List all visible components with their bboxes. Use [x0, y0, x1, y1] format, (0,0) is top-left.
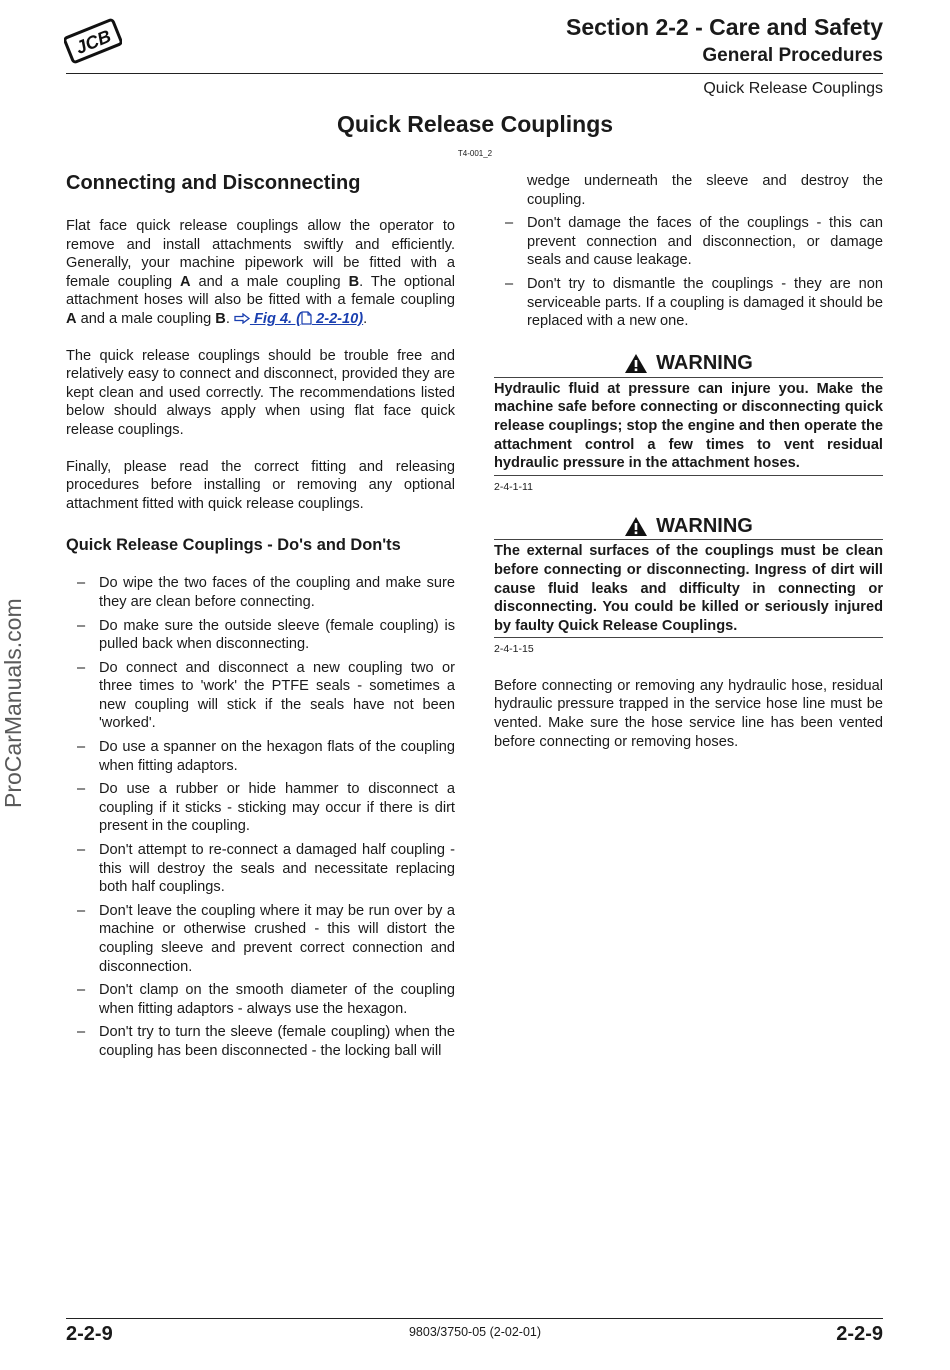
reference-code: T4-001_2	[457, 149, 493, 158]
document-reference: 9803/3750-05 (2-02-01)	[408, 1325, 542, 1339]
footer-rule	[66, 1318, 883, 1319]
coupling-label: A	[66, 310, 77, 327]
paragraph: Finally, please read the correct fitting and releasing procedures before installing or removing any optional attachment fitted with quick release couplings.	[66, 458, 455, 512]
text: and a male coupling	[76, 310, 216, 327]
list-item: – Don't damage the faces of the couplings - this can prevent connection and disconnection, or damage seals and cause leakage.	[494, 214, 883, 270]
list-item: – Don't try to dismantle the couplings - they are non serviceable parts. If a coupling is damaged it should be replaced with a new one.	[494, 275, 883, 331]
topic-title: Quick Release Couplings	[703, 80, 883, 97]
text: Flat face quick release couplings allow the operator to remove and install attachments swiftly and efficiently. Generally, your machine pipework will be fitted with a female coupling	[66, 218, 455, 290]
warning-icon	[624, 353, 648, 374]
page-number-right: 2-2-9	[836, 1323, 883, 1345]
closing-paragraph: Before connecting or removing any hydraulic hose, residual hydraulic pressure trapped in the service hose line must be vented. Make sure the hose service line has been vented before connecting or removing hoses.	[494, 677, 883, 750]
list-item: – Do make sure the outside sleeve (female coupling) is pulled back when disconnecting.	[66, 617, 455, 654]
page-title: Quick Release Couplings	[336, 111, 614, 137]
warning-text: Hydraulic fluid at pressure can injure you. Make the machine safe before connecting or disconnecting quick release couplings; stop the engine and then operate the attachment control a few times to vent residual hydraulic pressure in the attachment hoses.	[494, 377, 883, 476]
left-column	[66, 171, 455, 1066]
paragraph: The quick release couplings should be trouble free and relatively easy to connect and disconnect, provided they are kept clean and used correctly. The recommendations listed below should always apply when using flat face quick release couplings.	[66, 347, 455, 438]
figure-link[interactable]	[234, 311, 363, 327]
list-item: – Don't try to turn the sleeve (female coupling) when the coupling has been disconnected - the locking ball will	[66, 1023, 455, 1060]
subheading: Quick Release Couplings - Do's and Don'ts	[66, 536, 401, 555]
watermark: ProCarManuals.com	[0, 598, 26, 808]
text: .	[225, 310, 234, 327]
list-item: – Don't clamp on the smooth diameter of the coupling when fitting adaptors - always use the hexagon.	[66, 981, 455, 1018]
warning-box	[494, 513, 883, 659]
section-title: Section 2-2 - Care and Safety	[566, 14, 883, 40]
coupling-label: A	[180, 273, 191, 290]
list-item: – Don't attempt to re-connect a damaged half coupling - this will destroy the seals and necessitate replacing both half couplings.	[66, 841, 455, 897]
dos-donts-list-continued	[494, 214, 883, 331]
warning-code: 2-4-1-11	[494, 480, 533, 493]
dos-donts-list	[66, 574, 455, 1060]
page-icon	[301, 311, 312, 325]
warning-header	[494, 351, 883, 377]
jcb-logo	[64, 16, 122, 66]
intro-paragraph	[66, 217, 455, 329]
list-item: – Do wipe the two faces of the coupling and make sure they are clean before connecting.	[66, 574, 455, 611]
page-number-left: 2-2-9	[66, 1323, 113, 1345]
list-item: – Don't leave the coupling where it may be run over by a machine or otherwise crushed - this will distort the coupling sleeve and prevent correct connection and disconnection.	[66, 902, 455, 976]
text: . The optional attachment hoses will also be fitted with a female coupling	[66, 273, 456, 309]
text: .	[363, 310, 368, 327]
right-column	[494, 172, 883, 769]
warning-code: 2-4-1-15	[494, 643, 534, 656]
warning-title: WARNING	[656, 352, 753, 375]
warning-box	[494, 351, 883, 497]
link-text: Fig 4. (	[254, 310, 302, 327]
warning-icon	[624, 516, 648, 537]
warning-title: WARNING	[656, 515, 753, 538]
header-rule	[66, 73, 883, 74]
list-item-continuation: wedge underneath the sleeve and destroy the coupling.	[527, 173, 883, 208]
warning-text: The external surfaces of the couplings must be clean before connecting or disconnecting. Ingress of dirt will cause fluid leaks and difficulty in connecting or disconnecting. You could be killed or seriously injured by faulty Quick Release Couplings.	[494, 539, 883, 638]
arrow-icon	[234, 313, 250, 324]
list-item: – Do use a rubber or hide hammer to disconnect a coupling if it sticks - sticking may occur if there is dirt present in the coupling.	[66, 780, 455, 836]
coupling-label: B	[348, 273, 360, 290]
subsection-title: General Procedures	[702, 45, 883, 66]
list-item: – Do use a spanner on the hexagon flats of the coupling when fitting adaptors.	[66, 738, 455, 775]
svg-text:JCB: JCB	[72, 25, 114, 58]
coupling-label: B	[215, 310, 226, 327]
warning-header	[494, 513, 883, 539]
section-heading: Connecting and Disconnecting	[66, 172, 361, 194]
link-page: 2-2-10)	[316, 310, 364, 327]
text: and a male coupling	[190, 273, 349, 290]
list-item: – Do connect and disconnect a new coupling two or three times to 'work' the PTFE seals - sometimes a new coupling will stick if the seals have not been 'worked'.	[66, 659, 455, 733]
